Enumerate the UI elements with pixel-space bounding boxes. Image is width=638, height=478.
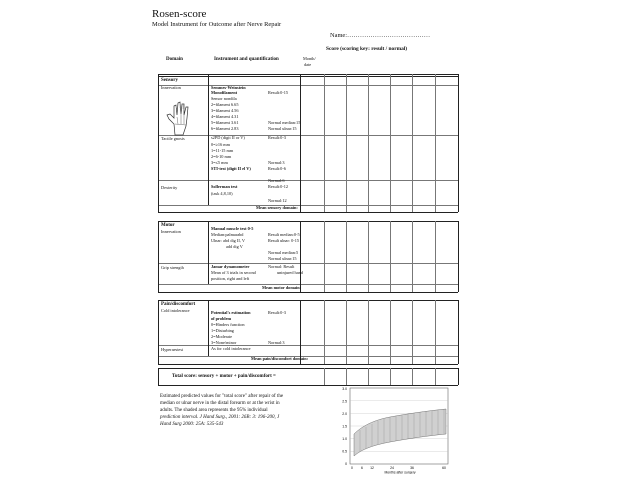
form-title: Rosen-score	[152, 8, 207, 20]
normal-median-motor: Normal median:5	[268, 250, 299, 255]
filament-item: 3=filament 4.56	[211, 108, 239, 113]
mean-3-trials: Mean of 3 trials in second	[211, 270, 256, 275]
sollerman-normal: Normal:12	[268, 198, 287, 203]
x-axis-label: Months after surgery	[384, 470, 416, 474]
potential-result: Result:0-3	[268, 310, 286, 315]
as-cold-intolerance: As for cold intolerance	[211, 346, 251, 351]
filament-item: 2=filament 6.65	[211, 102, 239, 107]
column-date: date	[304, 62, 312, 67]
y-tick: 2.0	[342, 412, 347, 416]
pain-heading: Pain/discomfort	[161, 302, 196, 307]
hyperaesthesia: Hyperaestesi	[161, 347, 184, 352]
s2pd-item: 3=≤5 mm	[211, 160, 228, 165]
semmes-result: Result:0-15	[268, 90, 289, 95]
mean-motor-domain: Mean motor domain:	[262, 285, 302, 290]
filament-item: 4=filament 4.31	[211, 114, 239, 119]
normal-ulnar-motor: Normal ulnar:15	[268, 256, 297, 261]
cold-intolerance: Cold intolerance	[161, 308, 190, 313]
note-line: Estimated predicted values for "total score" after repair of the	[160, 394, 284, 399]
pain-item: 2=Moderate	[211, 334, 233, 339]
column-domain: Domain	[166, 57, 183, 62]
y-tick: 0	[345, 462, 347, 466]
s2pd-label: s2PD (digit II or V)	[211, 135, 245, 140]
x-tick: 36	[410, 466, 414, 470]
median-line: Median:palmarabd	[211, 232, 244, 237]
mean-pain-domain: Mean pain/discomfort domain:	[251, 356, 309, 361]
pain-item: 3=None/minor	[211, 340, 237, 345]
pain-item: 0=Hinders function	[211, 322, 245, 327]
name-field[interactable]: Name:…………………………………	[330, 32, 431, 39]
column-score-key: Score (scoring key: result / normal)	[326, 46, 408, 52]
stl-result: Result:0-6	[268, 166, 286, 171]
jamar-dynamometer: Jamar dynamometer	[211, 264, 250, 269]
note-line: Hand Surg 2000: 25A: 535-543	[160, 422, 224, 427]
stl-label: STI-test (digit II el V)	[211, 166, 251, 171]
sensory-innervation: Innervation	[161, 85, 181, 90]
s2pd-item: 1=11-15 mm	[211, 148, 234, 153]
prediction-graph	[340, 386, 452, 474]
jamar-normal-result: Normal: Result	[268, 264, 295, 269]
y-tick: 3.0	[342, 387, 347, 391]
normal-median: Normal median:15	[268, 120, 301, 125]
result-ulnar: Result ulnar: 0-15	[268, 238, 300, 243]
note-line: prediction interval. J Hand Surg., 2001: 26B: 3: 196-200, J	[160, 415, 280, 420]
y-tick: 2.5	[342, 399, 347, 404]
filament-item: 5=filament 3.61	[211, 120, 239, 125]
dexterity: Dexterity	[161, 185, 178, 190]
uninjured-hand: uninjured hand	[277, 270, 303, 275]
x-tick: 60	[442, 466, 446, 470]
sollerman-label-1: Sollerman test	[211, 184, 238, 189]
column-month: Month/	[303, 56, 316, 61]
result-median: Result median:0-5	[268, 232, 300, 237]
s2pd-result: Result:0-3	[268, 135, 286, 140]
pain-item: 1=Disturbing	[211, 328, 234, 333]
s2pd-item: 0=≥16 mm	[211, 142, 230, 147]
mean-sensory-domain: Mean sensory domain:	[256, 205, 298, 210]
x-tick: 6	[361, 466, 363, 470]
y-tick: 0.5	[342, 449, 347, 454]
x-tick: 24	[390, 466, 394, 470]
tactile-gnosis: Tactile gnosis	[161, 136, 185, 141]
filament-item: Sensor nondila	[211, 96, 237, 101]
grip-strength: Grip strength	[161, 265, 184, 270]
sollerman-result: Result:0-12	[268, 184, 289, 189]
note-line: median or ulnar nerve in the distal forearm or at the wrist in	[160, 401, 280, 406]
manual-muscle-test: Manual muscle test 0-5	[211, 226, 254, 231]
x-tick: 12	[370, 466, 374, 470]
potential-estimation: Potential's estimation	[211, 310, 251, 315]
sensory-heading: Sensory	[161, 78, 178, 83]
position-right-left: position, right and left	[211, 276, 250, 281]
s2pd-item: 2=6-10 mm	[211, 154, 232, 159]
pain-normal: Normal:3	[268, 340, 285, 345]
motor-heading: Motor	[161, 223, 175, 228]
column-instrument: Instrument and quantification	[214, 57, 279, 62]
note-line: adults. The shaded area represents the 95% individual	[160, 408, 268, 413]
of-problem: of problem	[211, 316, 232, 321]
ulnar-line: Ulnar: abd dig II, V	[211, 238, 245, 243]
s2pd-normal: Normal:3	[268, 160, 285, 165]
add-dig-v: add dig V	[226, 244, 243, 249]
stl-normal: Normal:6	[268, 178, 285, 183]
filament-item: 6=filament 2.83	[211, 126, 239, 131]
sollerman-label-2: (task 4,8,10)	[211, 191, 233, 196]
x-tick: 0	[351, 466, 353, 470]
semmes-label-2: Monofilament	[211, 90, 238, 95]
normal-ulnar: Normal ulnar:15	[268, 126, 297, 131]
total-score: Total score: sensory + motor + pain/discomfort =	[172, 374, 276, 379]
motor-innervation: Innervation	[161, 229, 181, 234]
y-tick: 1.0	[342, 437, 347, 441]
hand-diagram-icon	[165, 100, 197, 136]
y-tick: 1.5	[342, 424, 347, 429]
form-subtitle: Model Instrument for Outcome after Nerve Repair	[152, 21, 282, 28]
semmes-label-1: Semmes-Weinstein	[211, 85, 246, 90]
